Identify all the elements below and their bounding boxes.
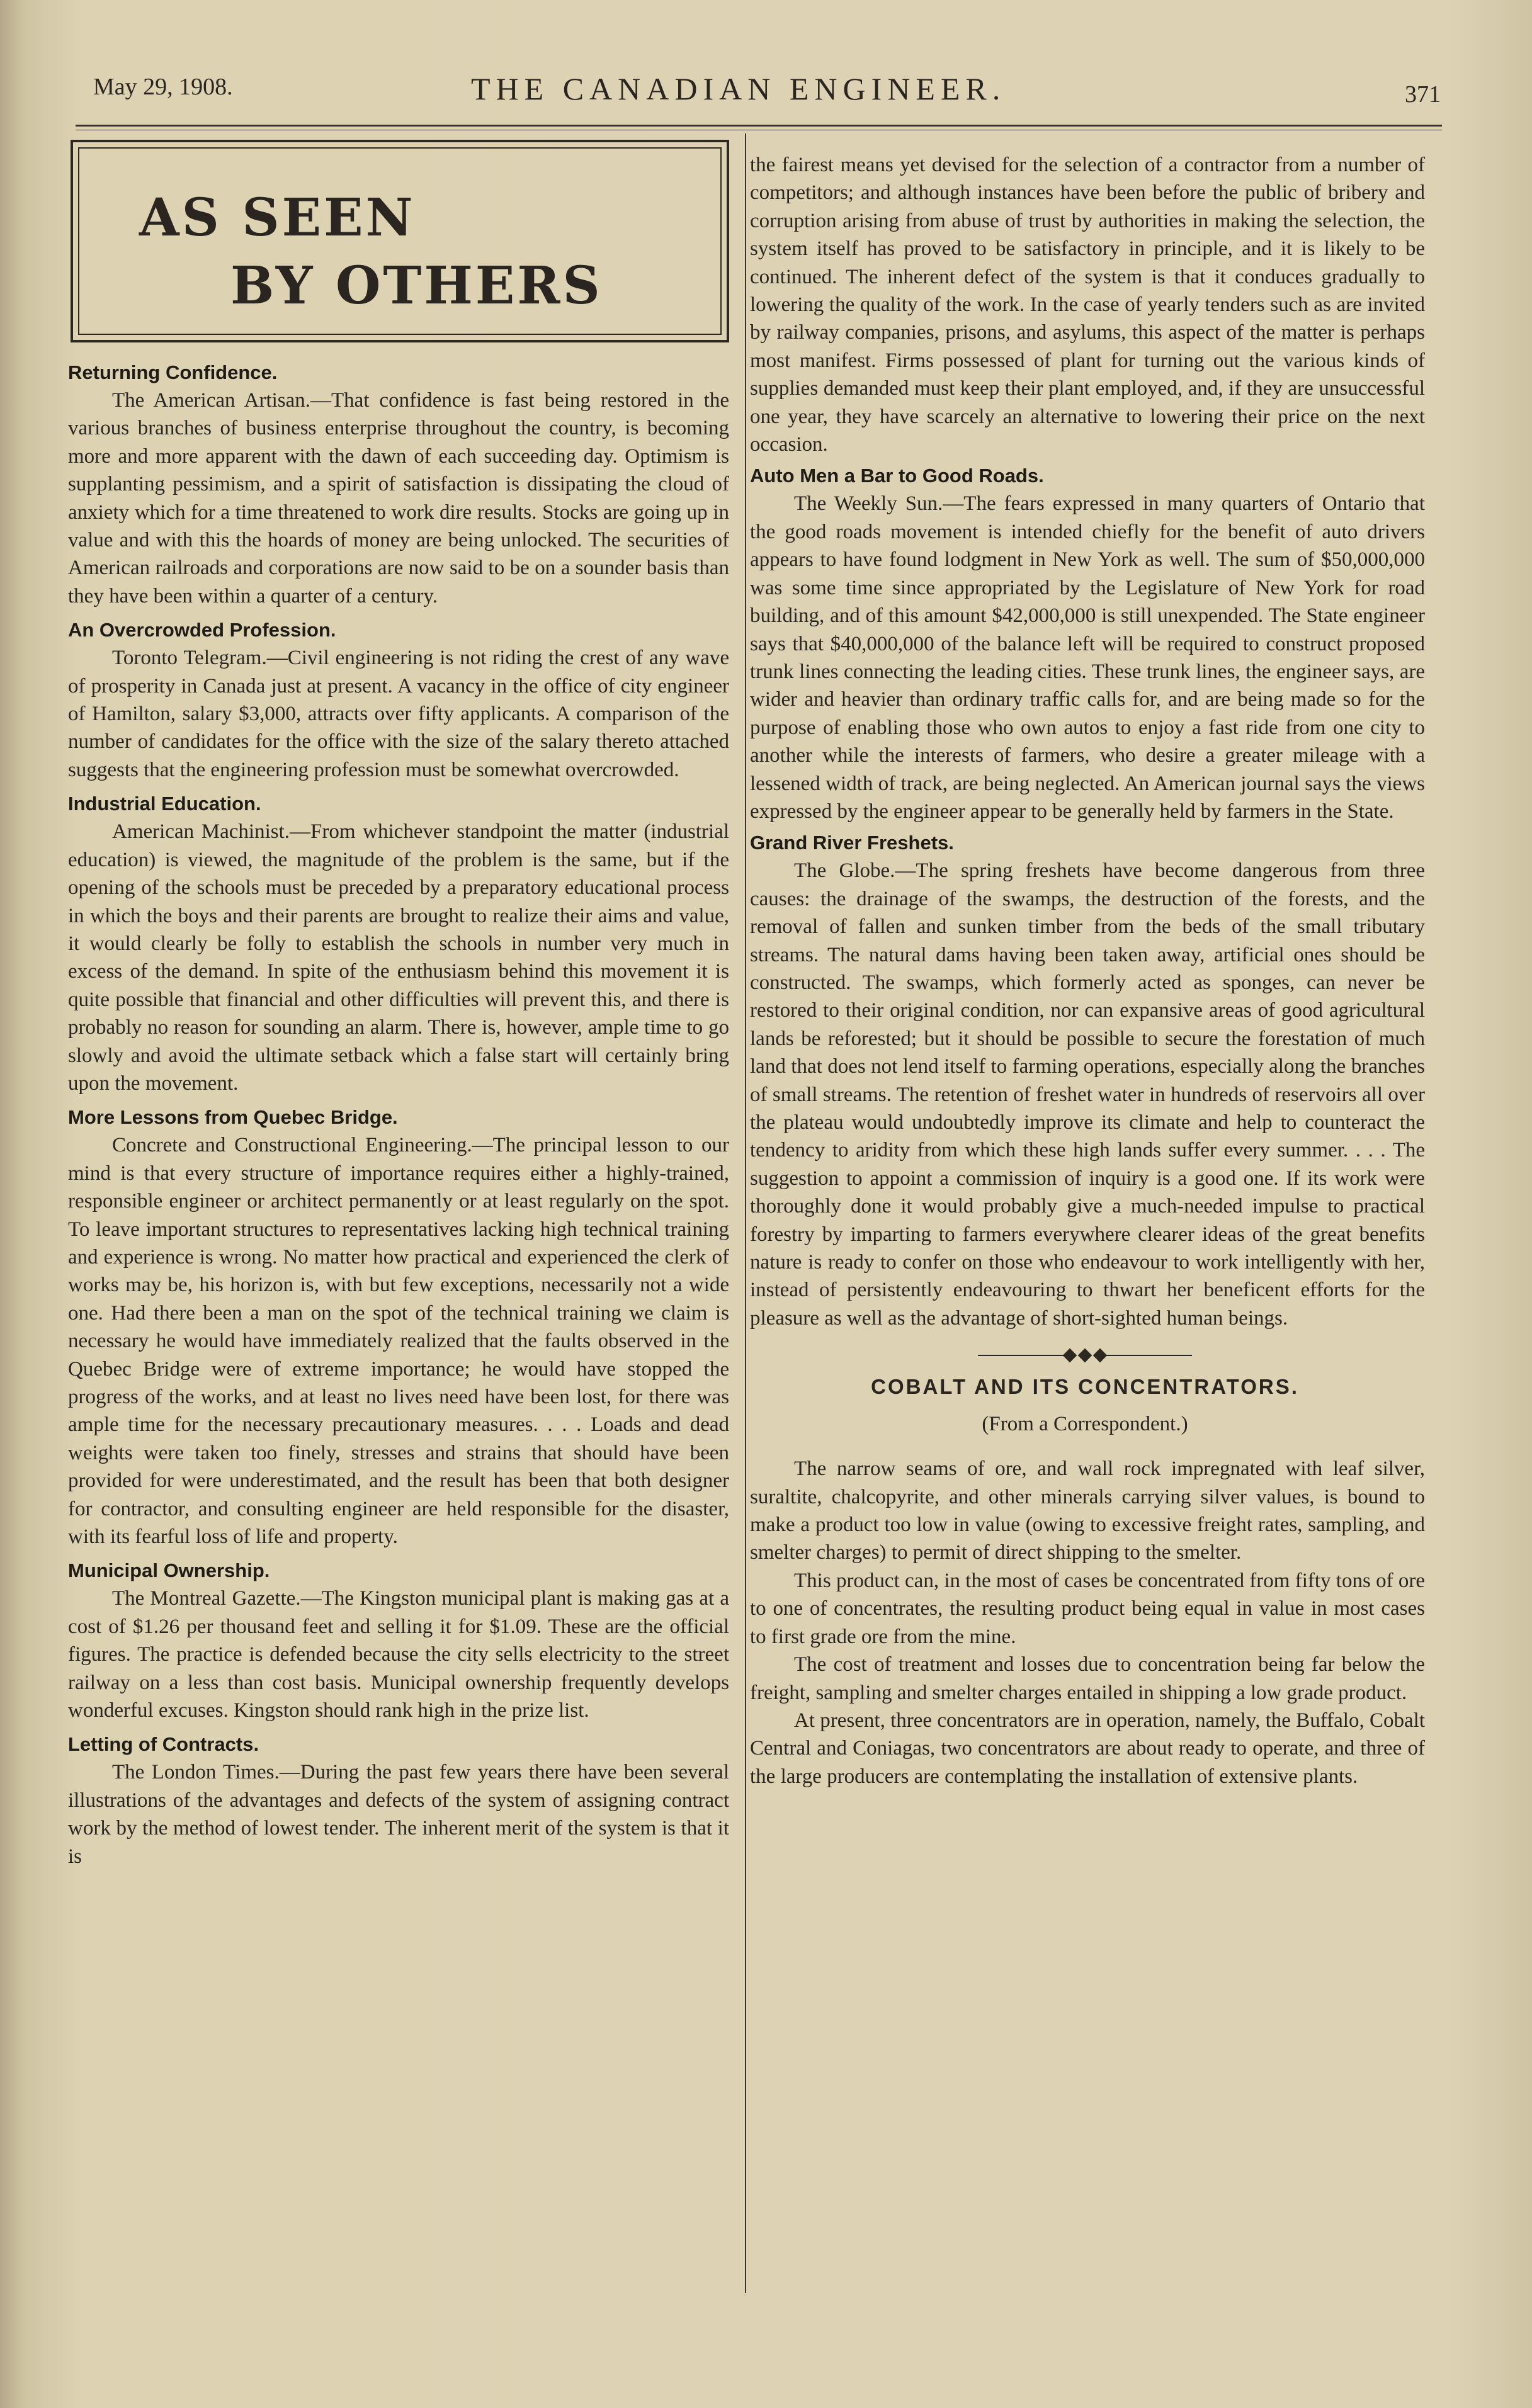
section-banner	[71, 140, 729, 342]
article-paragraph: American Machinist.—From whichever standpoint the matter (industrial education) is viewed, the magnitude of the problem is the same, but if the opening of the schools must be preceded by a preparatory educational process in which the boys and their parents are brought to realize their aims and value, it would clearly be folly to establish the schools in number very much in excess of the demand. In spite of the enthusiasm behind this movement it is quite possible that financial and other difficulties will prevent this, and there is probably no reason for sounding an alarm. There is, however, ample time to go slowly and avoid the ultimate setback which a false start will certainly bring upon the movement.	[68, 820, 729, 1095]
ornament-rule-right	[1104, 1355, 1192, 1356]
ornament-rule-left	[978, 1355, 1066, 1356]
article-paragraph: Concrete and Constructional Engineering.—The principal lesson to our mind is that every structure of importance requires either a highly-trained, responsible engineer or architect permanently or at least regularly on the spot. To leave important structures to representatives lacking high technical training and experience is wrong. No matter how practical and experienced the clerk of works may be, his horizon is, with but few exceptions, necessarily not a wide one. Had there been a man on the spot of the technical training we claim is necessary he would have immediately realized that the faults observed in the Quebec Bridge were of extreme importance; he would have stopped the progress of the works, and at least no lives need have been lost, for there was ample time for the necessary precautionary measures. . . . Loads and dead weights were taken too finely, stresses and strains that should have been provided for were underestimated, and the result has been that both designer for contractor, and consulting engineer are held responsible for the disaster, with its fearful loss of life and property.	[68, 1134, 729, 1549]
banner-line-2: BY OTHERS	[230, 256, 603, 316]
article-paragraph: At present, three concentrators are in operation, namely, the Buffalo, Cobalt Central and Coniagas, two concentrators are about ready to operate, and three of the large producers are contemplating the installation of extensive plants.	[750, 1709, 1425, 1788]
article-heading: Municipal Ownership.	[68, 1559, 270, 1582]
left-column	[68, 359, 729, 1870]
ornament-diamond-icon	[1078, 1348, 1092, 1363]
article-paragraph: The London Times.—During the past few years there have been several illustrations of the advantages and defects of the system of assigning contract work by the method of lowest tender. The inherent merit of the system is that it is	[68, 1761, 729, 1868]
article-paragraph: The Globe.—The spring freshets have become dangerous from three causes: the drainage of the swamps, the destruction of the forests, and the removal of fallen and sunken timber from the beds of the small tributary streams. The natural dams having been taken away, artificial ones should be constructed. The swamps, which formerly acted as sponges, can never be restored to their original condition, nor can expansive areas of good agricultural lands be reforested; but it should be possible to secure the forestation of much land that does not lend itself to farming operations, especially along the branches of small streams. The retention of freshet water in hundreds of reservoirs all over the plateau would undoubtedly improve its climate and help to counteract the tendency to aridity from which these high lands suffer every summer. . . . The suggestion to appoint a commission of inquiry is a good one. If its work were thoroughly done it would probably give a much-needed impulse to practical forestry by imparting to farmers everywhere clearer ideas of the great benefits nature is ready to confer on those who endeavour to work intelligently with her, instead of persistently endeavouring to thwart her beneficent efforts for the pleasure as well as the advantage of short-sighted human beings.	[750, 859, 1425, 1330]
article-paragraph: The narrow seams of ore, and wall rock impregnated with leaf silver, suraltite, chalcopyrite, and other minerals carrying silver values, is bound to make a product too low in value (owing to excessive freight rates, sampling, and smelter charges) to permit of direct shipping to the smelter.	[750, 1457, 1425, 1564]
article-heading: Letting of Contracts.	[68, 1733, 259, 1756]
ornament-divider	[978, 1348, 1192, 1362]
section-banner-inner-frame	[78, 147, 722, 335]
article-paragraph: The Montreal Gazette.—The Kingston municipal plant is making gas at a cost of $1.26 per thousand feet and selling it for $1.09. These are the official figures. The practice is defended because the city sells electricity to the street railway on a less than cost basis. Municipal ownership frequently develops wonderful excuses. Kingston should rank high in the prize list.	[68, 1587, 729, 1722]
continued-paragraph: the fairest means yet devised for the selection of a contractor from a number of competitors; and although instances have been before the public of bribery and corruption arising from abuse of trust by authorities in making the selection, the system itself has proved to be satisfactory in principle, and it is likely to be continued. The inherent defect of the system is that it conduces gradually to lowering the quality of the work. In the case of yearly tenders such as are invited by railway companies, prisons, and asylums, this aspect of the matter is perhaps most manifest. Firms possessed of plant for turning out the various kinds of supplies demanded must keep their plant employed, and, if they are unsuccessful one year, they have scarcely an alternative to lowering their price on the next occasion.	[750, 154, 1425, 456]
article-byline: (From a Correspondent.)	[982, 1413, 1188, 1436]
article-heading: More Lessons from Quebec Bridge.	[68, 1106, 398, 1129]
article-title: COBALT AND ITS CONCENTRATORS.	[871, 1375, 1299, 1399]
running-head	[93, 68, 1441, 118]
article-paragraph: The American Artisan.—That confidence is fast being restored in the various branches of business enterprise throughout the country, is becoming more and more apparent with the dawn of each succeeding day. Optimism is supplanting pessimism, and a spirit of satisfaction is dissipating the cloud of anxiety which for a time threatened to work dire results. Stocks are going up in value and with this the hoards of money are being unlocked. The securities of American railroads and corporations are now said to be on a sounder basis than they have been within a quarter of a century.	[68, 389, 729, 608]
page-number: 371	[1405, 81, 1441, 108]
article-paragraph: This product can, in the most of cases be concentrated from fifty tons of ore to one of concentrates, the resulting product being equal in value in most cases to first grade ore from the mine.	[750, 1569, 1425, 1648]
header-rule	[76, 125, 1442, 127]
article-heading: An Overcrowded Profession.	[68, 619, 336, 642]
article-heading: Grand River Freshets.	[750, 832, 954, 854]
article-heading: Auto Men a Bar to Good Roads.	[750, 465, 1044, 487]
publication-title: THE CANADIAN ENGINEER.	[471, 71, 1006, 106]
article-heading: Returning Confidence.	[68, 361, 278, 383]
ornament-diamond-icon	[1063, 1348, 1077, 1363]
article-heading: Industrial Education.	[68, 793, 261, 815]
issue-date: May 29, 1908.	[93, 74, 233, 100]
right-column	[745, 151, 1425, 1790]
article-paragraph: The cost of treatment and losses due to concentration being far below the freight, sampling and smelter charges entailed in shipping a low grade product.	[750, 1653, 1425, 1704]
banner-line-1: AS SEEN	[139, 188, 416, 248]
article-paragraph: Toronto Telegram.—Civil engineering is not riding the crest of any wave of prosperity in Canada just at present. A vacancy in the office of city engineer of Hamilton, salary $3,000, attracts over fifty applicants. A comparison of the number of candidates for the office with the size of the salary thereto attached suggests that the engineering profession must be somewhat overcrowded.	[68, 647, 729, 781]
article-paragraph: The Weekly Sun.—The fears expressed in many quarters of Ontario that the good roads movement is intended chiefly for the benefit of auto drivers appears to have found lodgment in New York as well. The sum of $50,000,000 was some time since appropriated by the Legislature of New York for road building, and of this amount $42,000,000 is still unexpended. The State engineer says that $40,000,000 of the balance left will be required to construct proposed trunk lines connecting the leading cities. These trunk lines, the engineer says, are wider and heavier than ordinary traffic calls for, and are being made so for the purpose of enabling those who own autos to enjoy a fast ride from one city to another while the interests of farmers, who desire a greater mileage with a lessened width of track, are being neglected. An American journal says the views expressed by the engineer appear to be generally held by farmers in the State.	[750, 492, 1425, 823]
